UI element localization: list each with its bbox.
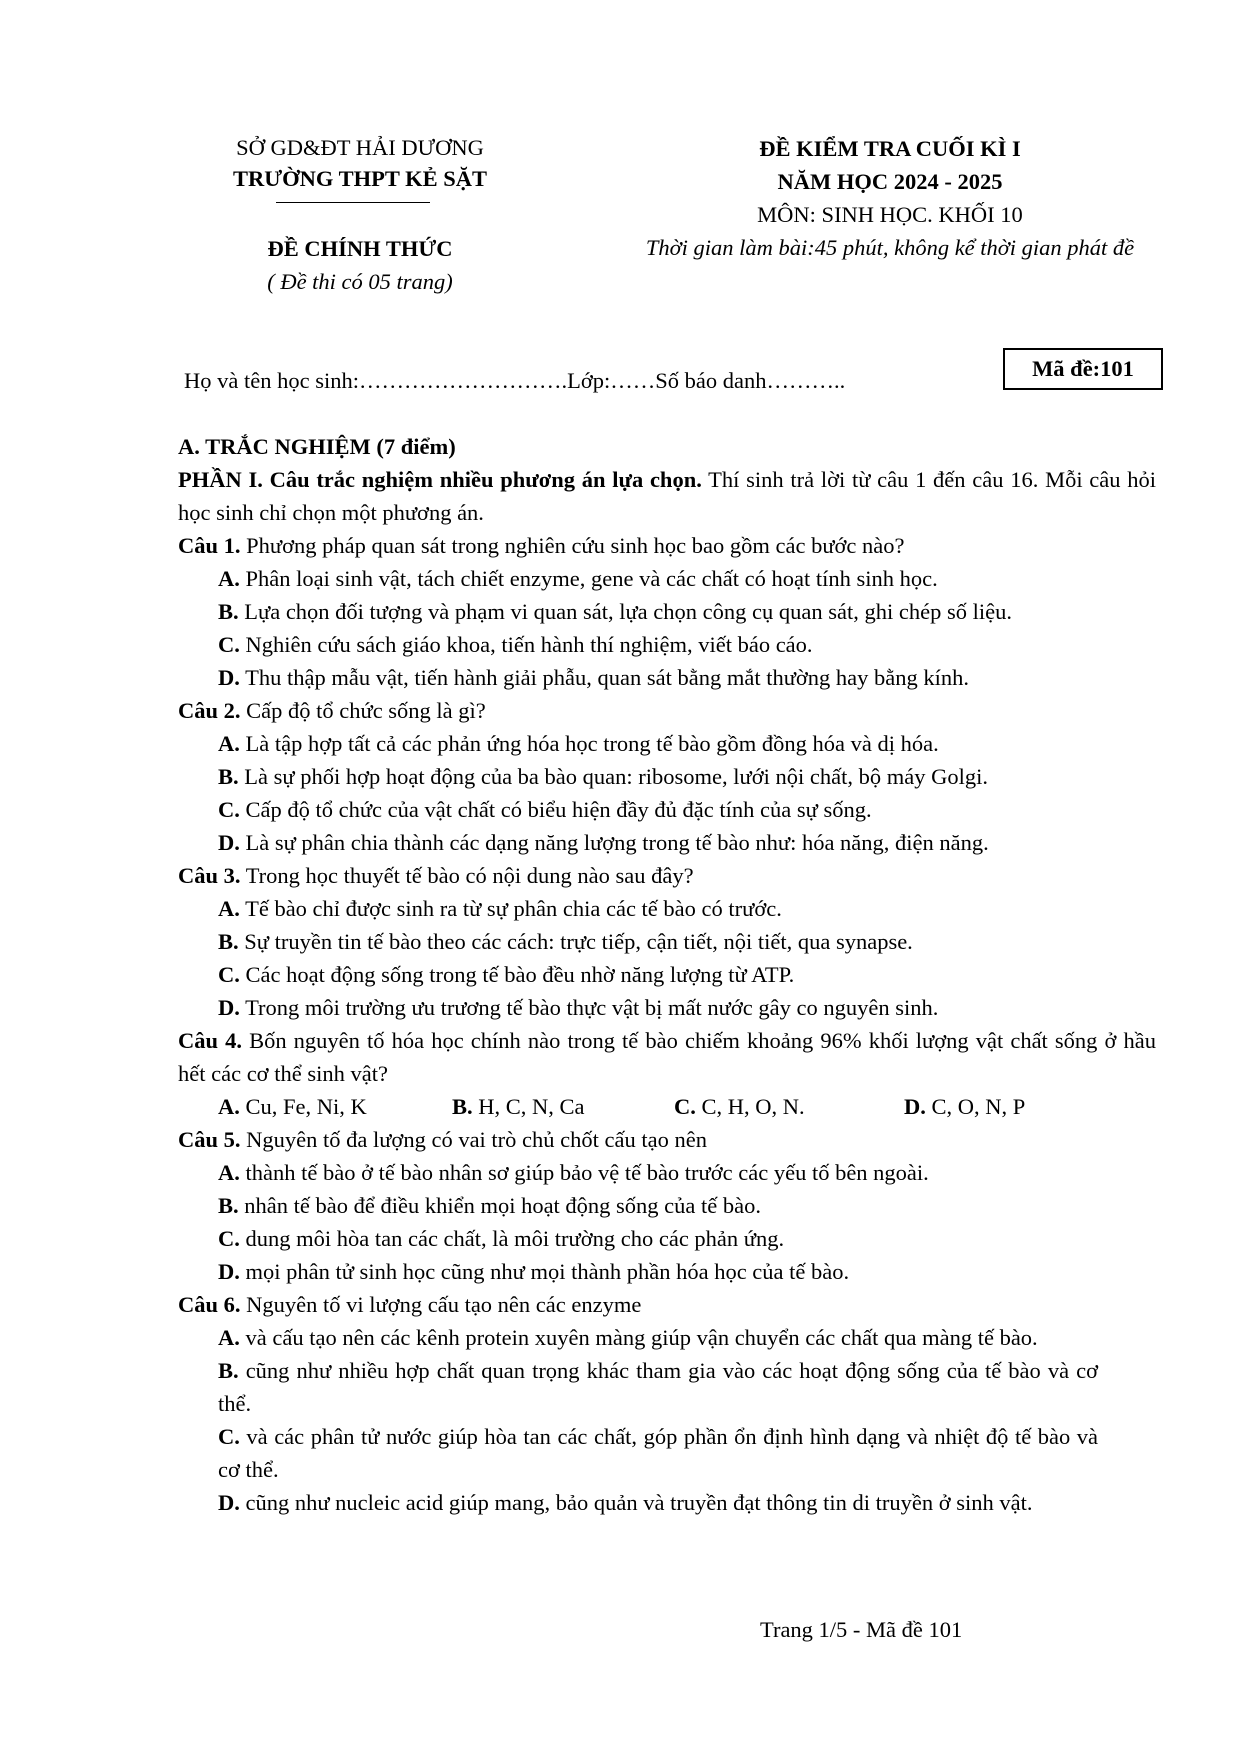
option-key: D. (218, 1490, 240, 1515)
header-divider (276, 202, 430, 203)
header-left (170, 132, 550, 194)
option-3d (178, 991, 1156, 1024)
option-key: B. (218, 1193, 239, 1218)
option-text: dung môi hòa tan các chất, là môi trường cho các phản ứng. (239, 1226, 785, 1251)
option-key: C. (218, 632, 240, 657)
question-label: Câu 1. (178, 533, 241, 558)
option-key: C. (218, 797, 240, 822)
page-footer: Trang 1/5 - Mã đề 101 (760, 1617, 963, 1642)
question-label: Câu 2. (178, 698, 241, 723)
option-1d (178, 661, 1156, 694)
part1-intro (178, 463, 1156, 529)
option-1a (178, 562, 1156, 595)
school-year: NĂM HỌC 2024 - 2025 (777, 169, 1003, 194)
question-text: Nguyên tố đa lượng có vai trò chủ chốt cấu tạo nên (240, 1127, 707, 1152)
question-label: Câu 5. (178, 1127, 241, 1152)
option-key: A. (218, 731, 240, 756)
exam-content (178, 430, 1156, 1519)
option-1c (178, 628, 1156, 661)
option-text: cũng như nucleic acid giúp mang, bảo quản và truyền đạt thông tin di truyền ở sinh vật. (239, 1490, 1033, 1515)
option-key: A. (218, 1160, 240, 1185)
option-text: C, H, O, N. (695, 1094, 805, 1119)
official-label: ĐỀ CHÍNH THỨC (267, 236, 453, 261)
department-name: SỞ GD&ĐT HẢI DƯƠNG (236, 135, 484, 160)
question-4 (178, 1024, 1156, 1090)
option-text: Là sự phân chia thành các dạng năng lượng trong tế bào như: hóa năng, điện năng. (239, 830, 989, 855)
question-2 (178, 694, 1156, 727)
option-1b (178, 595, 1156, 628)
pages-note: ( Đề thi có 05 trang) (267, 269, 453, 294)
option-3a (178, 892, 1156, 925)
option-6d (178, 1486, 1098, 1519)
option-3c (178, 958, 1156, 991)
option-text: C, O, N, P (925, 1094, 1026, 1119)
question-5 (178, 1123, 1156, 1156)
option-key: A. (218, 896, 240, 921)
exam-title: ĐỀ KIỂM TRA CUỐI KÌ I (759, 136, 1021, 161)
question-text: Phương pháp quan sát trong nghiên cứu sinh học bao gồm các bước nào? (240, 533, 905, 558)
option-text: Cấp độ tổ chức của vật chất có biểu hiện đầy đủ đặc tính của sự sống. (239, 797, 872, 822)
option-text: Phân loại sinh vật, tách chiết enzyme, gene và các chất có hoạt tính sinh học. (239, 566, 938, 591)
option-6a (178, 1321, 1098, 1354)
option-key: A. (218, 1094, 240, 1119)
option-key: C. (674, 1094, 696, 1119)
question-text: Cấp độ tổ chức sống là gì? (240, 698, 486, 723)
option-text: thành tế bào ở tế bào nhân sơ giúp bảo vệ tế bào trước các yếu tố bên ngoài. (239, 1160, 929, 1185)
subject-line: MÔN: SINH HỌC. KHỐI 10 (757, 202, 1023, 227)
options-row-4 (178, 1090, 1156, 1123)
question-text: Trong học thuyết tế bào có nội dung nào sau đây? (240, 863, 694, 888)
option-5d (178, 1255, 1156, 1288)
option-2c (178, 793, 1156, 826)
option-5a (178, 1156, 1156, 1189)
question-6 (178, 1288, 1156, 1321)
option-4c (674, 1090, 904, 1123)
option-key: B. (218, 599, 239, 624)
exam-code-box: Mã đề:101 (1003, 348, 1163, 390)
part1-instruction: Thí sinh trả lời từ câu 1 đến câu 16. Mỗi câu hỏi học sinh chỉ chọn một phương án. (178, 467, 1157, 525)
option-text: Sự truyền tin tế bào theo các cách: trực tiếp, cận tiết, nội tiết, qua synapse. (238, 929, 913, 954)
option-text: và các phân tử nước giúp hòa tan các chất, góp phần ổn định hình dạng và nhiệt độ tế bào và cơ thể. (218, 1424, 1098, 1482)
option-text: Là tập hợp tất cả các phản ứng hóa học trong tế bào gồm đồng hóa và dị hóa. (239, 731, 939, 756)
option-2b (178, 760, 1156, 793)
question-3 (178, 859, 1156, 892)
option-key: B. (218, 929, 239, 954)
question-label: Câu 3. (178, 863, 241, 888)
option-key: D. (218, 1259, 240, 1284)
question-text: Bốn nguyên tố hóa học chính nào trong tế bào chiếm khoảng 96% khối lượng vật chất sống ở hầu hết các cơ thể sinh vật? (178, 1028, 1156, 1086)
section-a-title: A. TRẮC NGHIỆM (7 điểm) (178, 434, 456, 459)
question-label: Câu 6. (178, 1292, 241, 1317)
option-4a (218, 1090, 452, 1123)
option-key: B. (218, 1358, 239, 1383)
option-key: B. (452, 1094, 473, 1119)
option-text: H, C, N, Ca (472, 1094, 585, 1119)
option-text: Thu thập mẫu vật, tiến hành giải phẫu, quan sát bằng mắt thường hay bằng kính. (239, 665, 970, 690)
duration-note: Thời gian làm bài:45 phút, không kể thời gian phát đề (645, 235, 1135, 260)
option-key: D. (218, 995, 240, 1020)
header-right (600, 132, 1180, 264)
option-key: D. (218, 665, 240, 690)
option-text: Là sự phối hợp hoạt động của ba bào quan: ribosome, lưới nội chất, bộ máy Golgi. (238, 764, 988, 789)
option-text: Tế bào chỉ được sinh ra từ sự phân chia các tế bào có trước. (239, 896, 782, 921)
question-text: Nguyên tố vi lượng cấu tạo nên các enzyme (240, 1292, 642, 1317)
option-text: cũng như nhiều hợp chất quan trọng khác tham gia vào các hoạt động sống của tế bào và cơ thể. (218, 1358, 1098, 1416)
option-2a (178, 727, 1156, 760)
option-3b (178, 925, 1156, 958)
option-key: C. (218, 1424, 240, 1449)
option-text: nhân tế bào để điều khiển mọi hoạt động sống của tế bào. (238, 1193, 762, 1218)
header-left-official (170, 232, 550, 298)
option-6b (178, 1354, 1098, 1420)
option-key: A. (218, 1325, 240, 1350)
option-6c (178, 1420, 1098, 1486)
option-key: D. (904, 1094, 926, 1119)
question-label: Câu 4. (178, 1028, 242, 1053)
option-key: C. (218, 962, 240, 987)
question-1 (178, 529, 1156, 562)
option-text: và cấu tạo nên các kênh protein xuyên màng giúp vận chuyển các chất qua màng tế bào. (239, 1325, 1038, 1350)
school-name: TRƯỜNG THPT KẺ SẶT (232, 166, 487, 191)
part1-title: PHẦN I. Câu trắc nghiệm nhiều phương án lựa chọn. (178, 467, 702, 492)
option-5b (178, 1189, 1156, 1222)
option-5c (178, 1222, 1156, 1255)
option-text: Các hoạt động sống trong tế bào đều nhờ năng lượng từ ATP. (239, 962, 795, 987)
option-key: B. (218, 764, 239, 789)
option-4d (904, 1090, 1025, 1123)
option-text: mọi phân tử sinh học cũng như mọi thành phần hóa học của tế bào. (239, 1259, 850, 1284)
student-info-line: Họ và tên học sinh:……………………….Lớp:……Số báo danh……….. (184, 368, 846, 393)
option-text: Cu, Fe, Ni, K (239, 1094, 367, 1119)
option-2d (178, 826, 1156, 859)
option-key: C. (218, 1226, 240, 1251)
option-text: Trong môi trường ưu trương tế bào thực vật bị mất nước gây co nguyên sinh. (239, 995, 939, 1020)
option-text: Nghiên cứu sách giáo khoa, tiến hành thí nghiệm, viết báo cáo. (239, 632, 813, 657)
option-text: Lựa chọn đối tượng và phạm vi quan sát, lựa chọn công cụ quan sát, ghi chép số liệu. (238, 599, 1012, 624)
option-4b (452, 1090, 674, 1123)
option-key: A. (218, 566, 240, 591)
option-key: D. (218, 830, 240, 855)
